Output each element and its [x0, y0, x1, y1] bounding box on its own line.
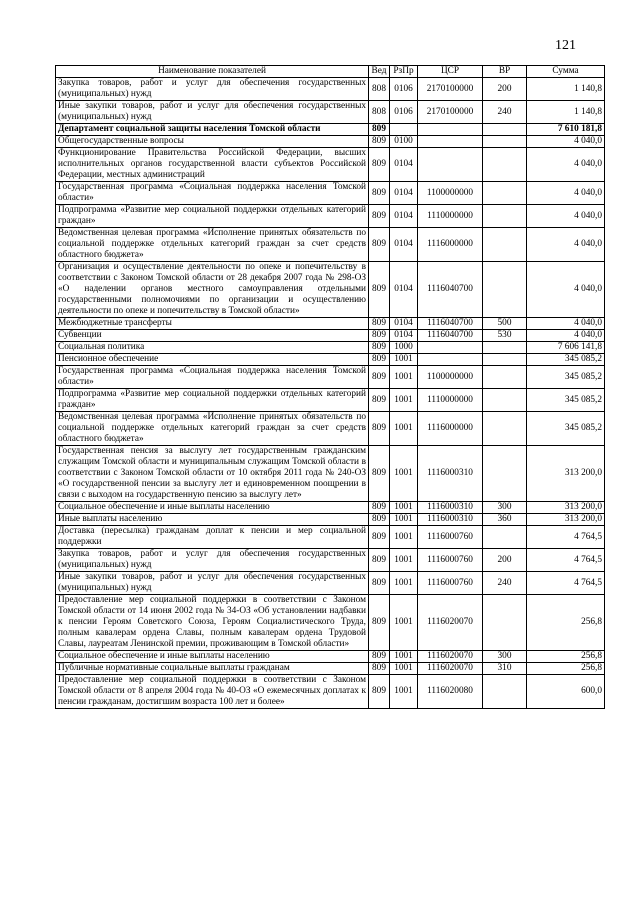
row-ved: 809 — [369, 262, 390, 318]
table-row — [56, 572, 605, 595]
row-csr: 1100000000 — [418, 366, 483, 389]
table-row — [56, 663, 605, 675]
row-rzpr: 1001 — [390, 366, 418, 389]
row-name: Предоставление мер социальной поддержки в соответствии с Законом Томской области от 8 апреля 2004 года № 40-ОЗ «О ежемесячных доплатах к пенсии гражданам, достигшим возраста 100 лет и более» — [56, 675, 369, 709]
row-rzpr: 0104 — [390, 318, 418, 330]
table-row — [56, 78, 605, 101]
row-sum: 345 085,2 — [527, 389, 605, 412]
row-csr: 1110000000 — [418, 205, 483, 228]
table-row — [56, 136, 605, 148]
row-name: Ведомственная целевая программа «Исполнение принятых обязательств по социальной поддержке отдельных категорий граждан за счет средств областного бюджета» — [56, 412, 369, 446]
row-name: Социальная политика — [56, 342, 369, 354]
row-rzpr: 0106 — [390, 78, 418, 101]
row-ved: 809 — [369, 502, 390, 514]
row-ved: 808 — [369, 78, 390, 101]
row-vr — [483, 205, 527, 228]
row-sum: 256,8 — [527, 595, 605, 651]
row-ved: 809 — [369, 572, 390, 595]
row-vr: 200 — [483, 78, 527, 101]
table-row — [56, 318, 605, 330]
row-ved: 808 — [369, 101, 390, 124]
row-rzpr: 0104 — [390, 205, 418, 228]
row-ved: 809 — [369, 318, 390, 330]
row-vr — [483, 526, 527, 549]
row-rzpr: 0100 — [390, 136, 418, 148]
row-vr — [483, 148, 527, 182]
row-csr: 1116000760 — [418, 572, 483, 595]
row-vr: 200 — [483, 549, 527, 572]
row-vr — [483, 675, 527, 709]
table-row — [56, 330, 605, 342]
row-ved: 809 — [369, 389, 390, 412]
table-row — [56, 148, 605, 182]
table-row — [56, 651, 605, 663]
row-sum: 345 085,2 — [527, 412, 605, 446]
row-name: Государственная пенсия за выслугу лет государственным гражданским служащим Томской области и муниципальным служащим Томской области в соответствии с Законом Томской области от 10 октября 2011 года № 240-ОЗ «О государственной пенсии за выслугу лет и единовременном поощрении в связи с выходом на государственную пенсию за выслугу лет» — [56, 446, 369, 502]
row-sum: 4 040,0 — [527, 136, 605, 148]
row-csr: 2170100000 — [418, 78, 483, 101]
row-name: Функционирование Правительства Российской Федерации, высших исполнительных органов государственной власти субъектов Российской Федерации, местных администраций — [56, 148, 369, 182]
row-rzpr: 1001 — [390, 502, 418, 514]
table-row — [56, 446, 605, 502]
row-csr: 1116040700 — [418, 318, 483, 330]
row-csr: 1116000310 — [418, 446, 483, 502]
row-name: Предоставление мер социальной поддержки в соответствии с Законом Томской области от 14 июня 2002 года № 34-ОЗ «Об установлении надбавки к пенсии Героям Советского Союза, Героям Социалистического Труда, полным кавалерам ордена Славы, полным кавалерам ордена Трудовой Славы, лауреатам Ленинской премии, проживающим в Томской области» — [56, 595, 369, 651]
row-vr — [483, 262, 527, 318]
row-rzpr: 0104 — [390, 228, 418, 262]
row-name: Доставка (пересылка) гражданам доплат к пенсии и мер социальной поддержки — [56, 526, 369, 549]
row-ved: 809 — [369, 148, 390, 182]
row-ved: 809 — [369, 366, 390, 389]
table-body — [56, 78, 605, 709]
row-sum: 4 764,5 — [527, 572, 605, 595]
row-vr — [483, 228, 527, 262]
row-ved: 809 — [369, 124, 390, 136]
row-ved: 809 — [369, 136, 390, 148]
row-name: Межбюджетные трансферты — [56, 318, 369, 330]
row-name: Публичные нормативные социальные выплаты гражданам — [56, 663, 369, 675]
row-rzpr: 1001 — [390, 389, 418, 412]
row-csr: 1110000000 — [418, 389, 483, 412]
row-rzpr: 1001 — [390, 514, 418, 526]
row-csr: 1116000760 — [418, 549, 483, 572]
table-row — [56, 549, 605, 572]
row-sum: 600,0 — [527, 675, 605, 709]
header-csr: ЦСР — [418, 66, 483, 78]
row-rzpr: 1001 — [390, 446, 418, 502]
row-rzpr: 0104 — [390, 182, 418, 205]
row-ved: 809 — [369, 675, 390, 709]
table-row — [56, 262, 605, 318]
row-rzpr: 0104 — [390, 262, 418, 318]
row-sum: 345 085,2 — [527, 354, 605, 366]
row-ved: 809 — [369, 514, 390, 526]
row-vr: 530 — [483, 330, 527, 342]
row-rzpr — [390, 124, 418, 136]
row-sum: 4 040,0 — [527, 205, 605, 228]
row-rzpr: 1001 — [390, 549, 418, 572]
row-rzpr: 1001 — [390, 526, 418, 549]
row-rzpr: 1001 — [390, 675, 418, 709]
row-csr: 1116020070 — [418, 595, 483, 651]
row-name: Субвенции — [56, 330, 369, 342]
row-sum: 4 040,0 — [527, 318, 605, 330]
row-vr — [483, 124, 527, 136]
table-row — [56, 595, 605, 651]
row-sum: 4 764,5 — [527, 549, 605, 572]
row-ved: 809 — [369, 549, 390, 572]
row-vr — [483, 412, 527, 446]
row-name: Иные закупки товаров, работ и услуг для обеспечения государственных (муниципальных) нужд — [56, 101, 369, 124]
row-vr: 310 — [483, 663, 527, 675]
row-csr — [418, 342, 483, 354]
row-csr: 1116000310 — [418, 502, 483, 514]
row-vr: 240 — [483, 572, 527, 595]
table-row — [56, 514, 605, 526]
row-name: Подпрограмма «Развитие мер социальной поддержки отдельных категорий граждан» — [56, 389, 369, 412]
row-sum: 4 764,5 — [527, 526, 605, 549]
row-ved: 809 — [369, 595, 390, 651]
table-row — [56, 205, 605, 228]
row-csr: 1100000000 — [418, 182, 483, 205]
header-name: Наименование показателей — [56, 66, 369, 78]
row-name: Государственная программа «Социальная поддержка населения Томской области» — [56, 182, 369, 205]
table-row — [56, 342, 605, 354]
row-vr — [483, 354, 527, 366]
row-sum: 313 200,0 — [527, 514, 605, 526]
row-rzpr: 1001 — [390, 412, 418, 446]
row-name: Ведомственная целевая программа «Исполнение принятых обязательств по социальной поддержке отдельных категорий граждан за счет средств областного бюджета» — [56, 228, 369, 262]
row-sum: 256,8 — [527, 651, 605, 663]
row-sum: 4 040,0 — [527, 330, 605, 342]
row-ved: 809 — [369, 663, 390, 675]
row-name: Закупка товаров, работ и услуг для обеспечения государственных (муниципальных) нужд — [56, 549, 369, 572]
row-ved: 809 — [369, 412, 390, 446]
row-rzpr: 1001 — [390, 354, 418, 366]
table-row — [56, 124, 605, 136]
row-vr — [483, 136, 527, 148]
row-name: Иные выплаты населению — [56, 514, 369, 526]
row-vr — [483, 595, 527, 651]
budget-table — [55, 65, 605, 709]
row-name: Государственная программа «Социальная поддержка населения Томской области» — [56, 366, 369, 389]
row-csr: 1116040700 — [418, 262, 483, 318]
row-name: Департамент социальной защиты населения Томской области — [56, 124, 369, 136]
row-vr — [483, 366, 527, 389]
row-csr: 1116020080 — [418, 675, 483, 709]
row-sum: 4 040,0 — [527, 182, 605, 205]
row-name: Подпрограмма «Развитие мер социальной поддержки отдельных категорий граждан» — [56, 205, 369, 228]
table-row — [56, 354, 605, 366]
header-ved: Вед — [369, 66, 390, 78]
table-row — [56, 502, 605, 514]
header-vr: ВР — [483, 66, 527, 78]
row-name: Общегосударственные вопросы — [56, 136, 369, 148]
row-ved: 809 — [369, 446, 390, 502]
row-vr: 360 — [483, 514, 527, 526]
row-csr: 1116040700 — [418, 330, 483, 342]
row-sum: 1 140,8 — [527, 101, 605, 124]
row-ved: 809 — [369, 354, 390, 366]
row-name: Организация и осуществление деятельности по опеке и попечительству в соответствии с Законом Томской области от 28 декабря 2007 года № 298-ОЗ «О наделении органов местного самоуправления отдельными государственными полномочиями по организации и осуществлению деятельности по опеке и попечительству в Томской области» — [56, 262, 369, 318]
row-name: Пенсионное обеспечение — [56, 354, 369, 366]
table-row — [56, 412, 605, 446]
row-sum: 256,8 — [527, 663, 605, 675]
row-csr — [418, 124, 483, 136]
row-rzpr: 1001 — [390, 595, 418, 651]
row-rzpr: 0104 — [390, 148, 418, 182]
row-rzpr: 1001 — [390, 651, 418, 663]
row-sum: 313 200,0 — [527, 502, 605, 514]
row-vr: 240 — [483, 101, 527, 124]
row-ved: 809 — [369, 182, 390, 205]
row-name: Закупка товаров, работ и услуг для обеспечения государственных (муниципальных) нужд — [56, 78, 369, 101]
row-csr: 1116020070 — [418, 663, 483, 675]
row-sum: 7 610 181,8 — [527, 124, 605, 136]
row-vr — [483, 389, 527, 412]
row-ved: 809 — [369, 342, 390, 354]
row-csr: 1116000310 — [418, 514, 483, 526]
row-vr — [483, 446, 527, 502]
row-ved: 809 — [369, 228, 390, 262]
row-csr — [418, 354, 483, 366]
row-ved: 809 — [369, 526, 390, 549]
row-csr: 1116000000 — [418, 412, 483, 446]
row-sum: 7 606 141,8 — [527, 342, 605, 354]
table-row — [56, 228, 605, 262]
table-row — [56, 101, 605, 124]
row-csr — [418, 136, 483, 148]
row-vr — [483, 342, 527, 354]
page-number: 121 — [555, 38, 576, 53]
row-csr: 2170100000 — [418, 101, 483, 124]
row-csr: 1116000000 — [418, 228, 483, 262]
row-name: Социальное обеспечение и иные выплаты населению — [56, 651, 369, 663]
header-rzpr: РзПр — [390, 66, 418, 78]
row-rzpr: 0106 — [390, 101, 418, 124]
row-rzpr: 0104 — [390, 330, 418, 342]
row-rzpr: 1000 — [390, 342, 418, 354]
row-name: Социальное обеспечение и иные выплаты населению — [56, 502, 369, 514]
row-name: Иные закупки товаров, работ и услуг для обеспечения государственных (муниципальных) нужд — [56, 572, 369, 595]
row-csr: 1116000760 — [418, 526, 483, 549]
row-rzpr: 1001 — [390, 572, 418, 595]
row-sum: 4 040,0 — [527, 148, 605, 182]
table-row — [56, 182, 605, 205]
table-header-row — [56, 66, 605, 78]
row-rzpr: 1001 — [390, 663, 418, 675]
row-sum: 4 040,0 — [527, 262, 605, 318]
table-row — [56, 526, 605, 549]
row-csr: 1116020070 — [418, 651, 483, 663]
row-vr: 300 — [483, 502, 527, 514]
row-ved: 809 — [369, 330, 390, 342]
row-vr: 500 — [483, 318, 527, 330]
row-ved: 809 — [369, 205, 390, 228]
row-sum: 1 140,8 — [527, 78, 605, 101]
row-sum: 4 040,0 — [527, 228, 605, 262]
row-sum: 345 085,2 — [527, 366, 605, 389]
table-row — [56, 389, 605, 412]
row-vr: 300 — [483, 651, 527, 663]
row-csr — [418, 148, 483, 182]
row-ved: 809 — [369, 651, 390, 663]
row-sum: 313 200,0 — [527, 446, 605, 502]
header-sum: Сумма — [527, 66, 605, 78]
table-row — [56, 675, 605, 709]
table-row — [56, 366, 605, 389]
row-vr — [483, 182, 527, 205]
